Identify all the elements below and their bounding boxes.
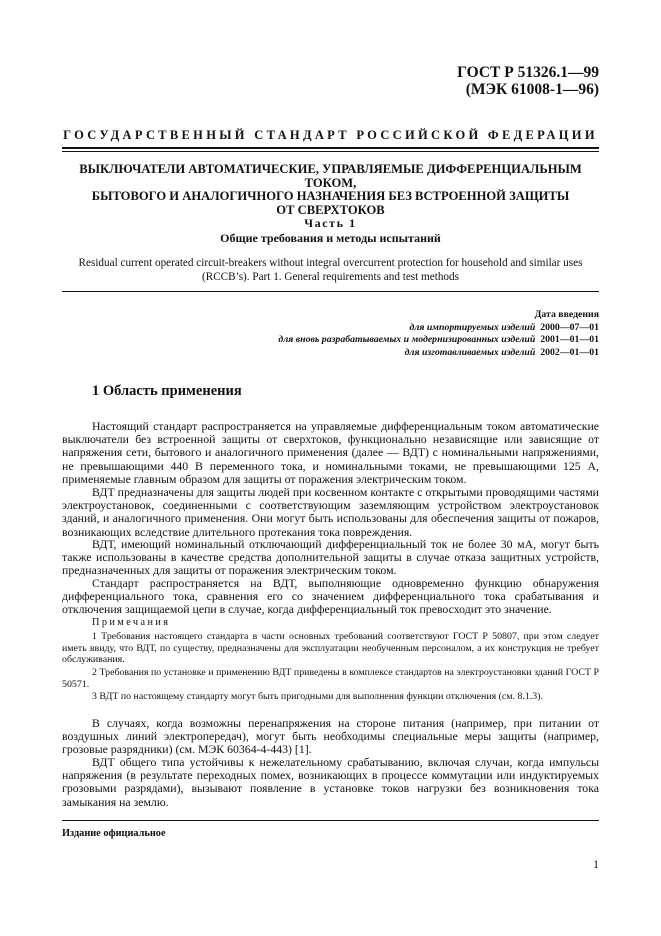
- notes-header: Примечания: [92, 617, 171, 628]
- paragraph-function: Стандарт распространяется на ВДТ, выполняющие одновременно функцию обнаружения дифференциального тока, сравнения его со значением дифференциального тока срабатывания и отключения защищаемой цепи в случае, когда дифференциальный ток превосходит это значение.: [62, 576, 599, 617]
- english-title: [62, 257, 599, 284]
- english-title-line-1: Residual current operated circuit-breakers without integral overcurrent protection for household and similar uses: [78, 257, 583, 269]
- introduction-date-value: 2000—07—01: [540, 321, 599, 333]
- part-label: Часть 1: [304, 216, 357, 230]
- document-title-line-3: ОТ СВЕРХТОКОВ: [276, 202, 385, 217]
- introduction-date-row: [278, 322, 599, 335]
- paragraph-purpose: ВДТ предназначены для защиты людей при косвенном контакте с открытыми проводящими частями электроустановок, соединенными с соответствующим заземляющим устройством электроустановок зданий, и аналогичного применения. Они могут быть использованы для обеспечения защиты от пожаров, возникающих вследствие длительного протекания тока повреждения.: [62, 485, 599, 539]
- document-title-line-2: БЫТОВОГО И АНАЛОГИЧНОГО НАЗНАЧЕНИЯ БЕЗ ВСТРОЕННОЙ ЗАЩИТЫ: [91, 189, 570, 203]
- introduction-date-value: 2002—01—01: [540, 346, 599, 358]
- gost-number: [457, 64, 599, 98]
- state-standard-title: ГОСУДАРСТВЕННЫЙ СТАНДАРТ РОССИЙСКОЙ ФЕДЕРАЦИИ: [63, 128, 598, 142]
- section-heading: 1 Область применения: [92, 383, 242, 399]
- introduction-date-value: 2001—01—01: [540, 334, 599, 345]
- paragraph-immunity: ВДТ общего типа устойчивы к нежелательному срабатыванию, включая случаи, когда импульсы напряжения (в результате переходных помех, возникающих в процессе коммутации или индуктируемых грозовыми разрядами), вызывают появление в установке токов нагрузки без возникновения тока замыкания на землю.: [62, 755, 599, 809]
- note-item: 1 Требования настоящего стандарта в части основных требований соответствуют ГОСТ Р 50807, при этом следует иметь ввиду, что ВДТ, по существу, предназначены для эксплуатации необученным персоналом, а их конструкция не требует обслуживания.: [62, 631, 599, 665]
- introduction-date-row: [278, 347, 599, 360]
- part-title: Общие требования и методы испытаний: [220, 231, 441, 245]
- introduction-date-label: для импортируемых изделий: [409, 321, 536, 333]
- gost-number-text: ГОСТ Р 51326.1—99: [457, 64, 599, 81]
- note-item: 2 Требования по установке и применению ВДТ приведены в комплексе стандартов на электроустановки зданий ГОСТ Р 50571.: [62, 667, 599, 690]
- introduction-date-block: [278, 309, 599, 359]
- note-item: 3 ВДТ по настоящему стандарту могут быть пригодными для выполнения функции отключения (см. 8.1.3).: [92, 691, 543, 702]
- document-title: [62, 163, 599, 217]
- document-title-line-1: ВЫКЛЮЧАТЕЛИ АВТОМАТИЧЕСКИЕ, УПРАВЛЯЕМЫЕ ДИФФЕРЕНЦИАЛЬНЫМ ТОКОМ,: [79, 162, 582, 190]
- title-divider-thick: [62, 147, 599, 149]
- introduction-date-label: для вновь разрабатываемых и модернизированных изделий: [278, 334, 536, 345]
- page-number: 1: [593, 857, 599, 871]
- iec-number-text: (МЭК 61008-1—96): [465, 81, 599, 98]
- paragraph-overvoltage: В случаях, когда возможны перенапряжения на стороне питания (например, при питании от воздушных линий электропередач), могут быть необходимы специальные меры защиты (например, грозовые разрядники) (см. МЭК 60364-4-443) [1].: [62, 716, 599, 757]
- introduction-date-row: [278, 334, 599, 347]
- paragraph-additional-protection: ВДТ, имеющий номинальный отключающий дифференциальный ток не более 30 мА, могут быть также использованы в качестве средства дополнительной защиты в случае отказа защитных устройств, предназначенных для защиты от поражения электрическим током.: [62, 537, 599, 578]
- introduction-date-title: Дата введения: [534, 309, 599, 320]
- paragraph-scope: Настоящий стандарт распространяется на управляемые дифференциальным током автоматические выключатели без встроенной защиты от сверхтоков, функционально независящие или зависящие от напряжения сети, бытового и аналогичного применения (далее — ВДТ) с номинальными напряжениями, не превышающими 440 В переменного тока, и номинальными токами, не превышающими 125 А, применяемые главным образом для защиты от поражения электрическим током.: [62, 419, 599, 486]
- footer-divider: [62, 820, 599, 821]
- edition-label: Издание официальное: [62, 828, 166, 839]
- title-divider-thin: [62, 151, 599, 152]
- english-title-line-2: (RCCB’s). Part 1. General requirements and test methods: [202, 270, 459, 283]
- introduction-date-label: для изготавливаемых изделий: [404, 346, 536, 358]
- english-title-divider: [62, 291, 599, 292]
